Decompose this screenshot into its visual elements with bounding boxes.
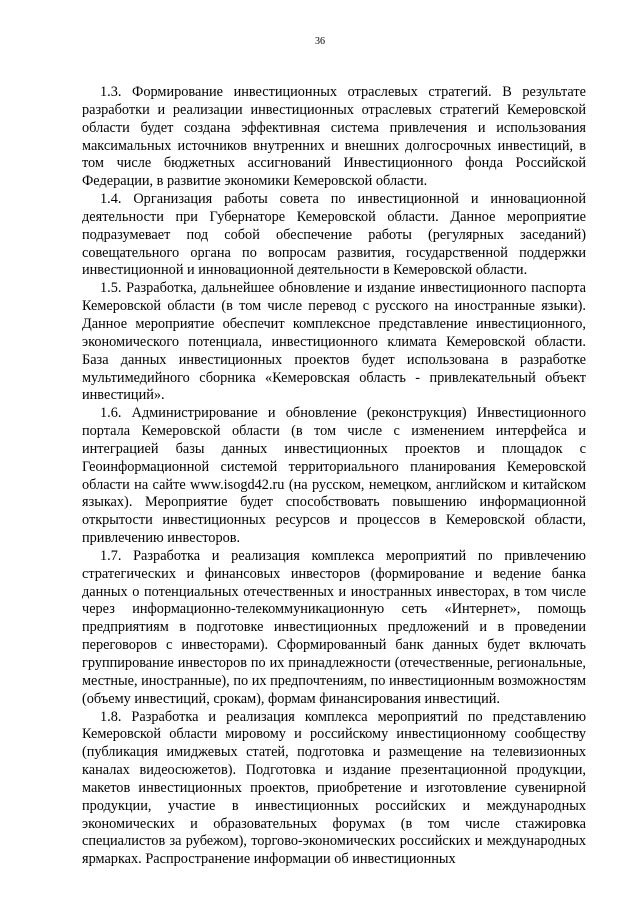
paragraph-1-5: 1.5. Разработка, дальнейшее обновление и издание инвестиционного паспорта Кемеровской области (в том числе перевод с русского на иностранные языки). Данное мероприятие обеспечит комплексное представление инвестиционного, экономического потенциала, инвестиционного климата Кемеровской области. База данных инвестиционных проектов будет использована в разработке мультимедийного сборника «Кемеровская область - привлекательный объект инвестиций». bbox=[82, 280, 586, 404]
paragraph-1-7: 1.7. Разработка и реализация комплекса мероприятий по привлечению стратегических и финансовых инвесторов (формирование и ведение банка данных о потенциальных отечественных и иностранных инвесторах, в том числе через информационно-телекоммуникационную сеть «Интернет», помощь предприятиям в подготовке инвестиционных предложений и в проведении переговоров с инвесторами). Сформированный банк данных будет включать группирование инвесторов по их принадлежности (отечественные, региональные, местные, иностранные), по их предпочтениям, по инвестиционным возможностям (объему инвестиций, срокам), формам финансирования инвестиций. bbox=[82, 547, 587, 707]
document-body bbox=[82, 84, 586, 869]
page-number: 36 bbox=[315, 36, 325, 47]
paragraph-1-6: 1.6. Администрирование и обновление (реконструкция) Инвестиционного портала Кемеровской области (в том числе с изменением интерфейса и интеграцией базы данных инвестиционных проектов и площадок с Геоинформационной системой территориального планирования Кемеровской области на сайте www.isogd42.ru (на русском, немецком, английском и китайском языках). Мероприятие будет способствовать повышению информационной открытости инвестиционных ресурсов и процессов в Кемеровской области, привлечению инвесторов. bbox=[82, 405, 586, 547]
paragraph-1-8: 1.8. Разработка и реализация комплекса мероприятий по представлению Кемеровской области мировому и российскому инвестиционному сообществу (публикация имиджевых статей, подготовка и размещение на телевизионных каналах видеосюжетов). Подготовка и издание презентационной продукции, макетов инвестиционных проектов, приобретение и изготовление сувенирной продукции, участие в инвестиционных российских и международных экономических и образовательных форумах (в том числе стажировка специалистов за рубежом), торгово-экономических российских и международных ярмарках. Распространение информации об инвестиционных bbox=[82, 708, 586, 868]
paragraph-1-4: 1.4. Организация работы совета по инвестиционной и инновационной деятельности при Губернаторе Кемеровской области. Данное мероприятие подразумевает под собой обеспечение работы (регулярных заседаний) совещательного органа по вопросам развития, государственной поддержки инвестиционной и инновационной деятельности в Кемеровской области. bbox=[82, 191, 586, 279]
paragraph-1-3: 1.3. Формирование инвестиционных отраслевых стратегий. В результате разработки и реализации инвестиционных отраслевых стратегий Кемеровской области будет создана эффективная система привлечения и использования максимальных источников внутренних и внешних долгосрочных инвестиций, в том числе бюджетных ассигнований Инвестиционного фонда Российской Федерации, в развитие экономики Кемеровской области. bbox=[82, 84, 586, 190]
